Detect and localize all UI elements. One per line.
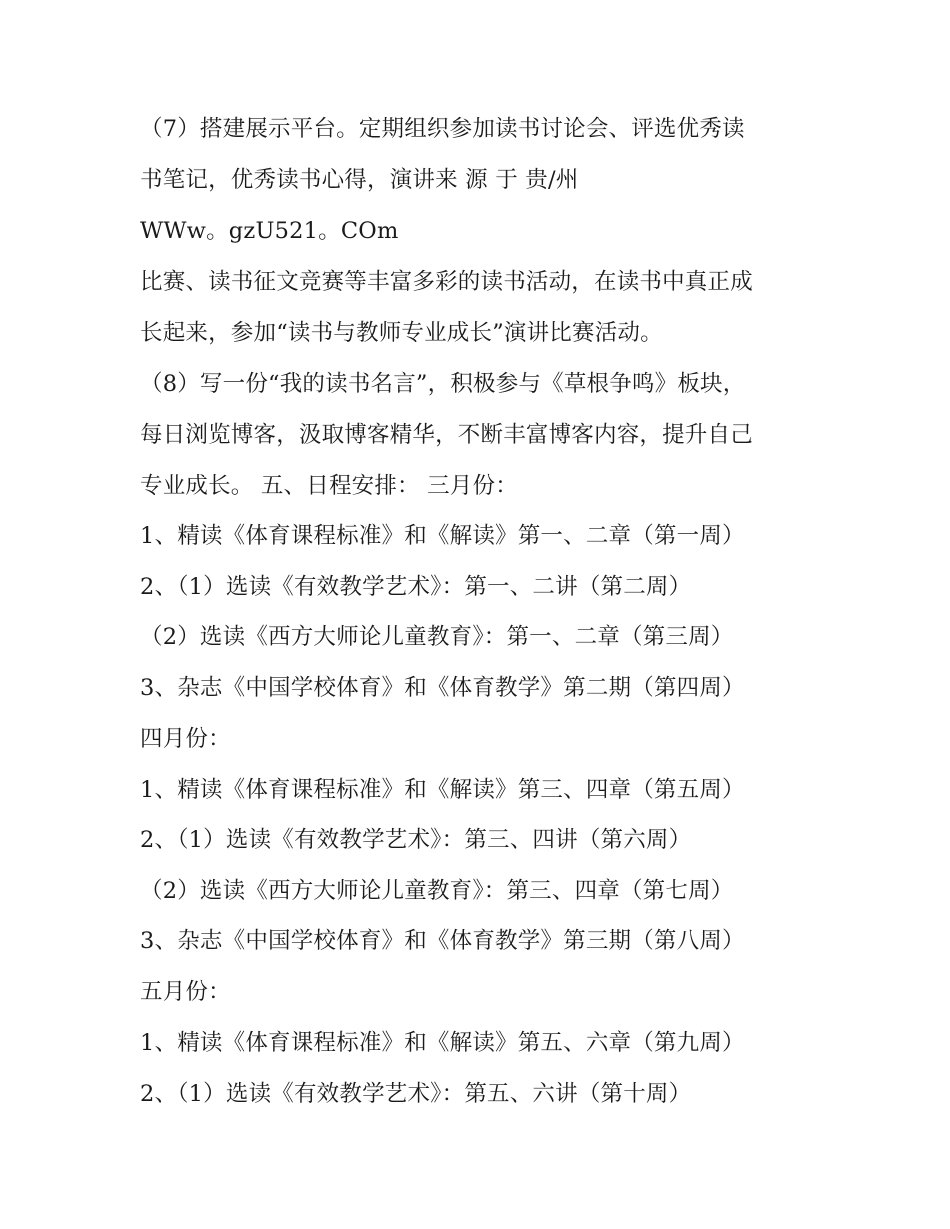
text-line: 2、（1）选读《有效教学艺术》：第五、六讲（第十周） [140,1081,692,1107]
text-line: （8）写一份“我的读书名言”，积极参与《草根争鸣》板块， [140,371,746,397]
text-line: 每日浏览博客，汲取博客精华，不断丰富博客内容，提升自己 [140,422,753,448]
text-line: 2、（1）选读《有效教学艺术》：第三、四讲（第六周） [140,827,692,853]
section-heading: 四月份： [140,726,231,752]
text-line: WWw。gzU521。COm [140,218,399,244]
text-line: （2）选读《西方大师论儿童教育》：第一、二章（第三周） [140,624,734,650]
text-line: 1、精读《体育课程标准》和《解读》第五、六章（第九周） [140,1030,745,1056]
section-heading: 五月份： [140,979,231,1005]
text-line: 3、杂志《中国学校体育》和《体育教学》第三期（第八周） [140,928,745,954]
text-line: （7）搭建展示平台。定期组织参加读书讨论会、评选优秀读 [140,116,745,142]
text-line: 3、杂志《中国学校体育》和《体育教学》第二期（第四周） [140,675,745,701]
text-line: 1、精读《体育课程标准》和《解读》第三、四章（第五周） [140,777,745,803]
text-line: 书笔记，优秀读书心得，演讲来 源 于 贵/州 [140,167,579,193]
text-line: 2、（1）选读《有效教学艺术》：第一、二讲（第二周） [140,574,692,600]
text-line: （2）选读《西方大师论儿童教育》：第三、四章（第七周） [140,878,734,904]
text-line: 1、精读《体育课程标准》和《解读》第一、二章（第一周） [140,523,745,549]
text-line: 长起来，参加“读书与教师专业成长”演讲比赛活动。 [140,320,663,346]
text-line: 专业成长。 五、日程安排： 三月份： [140,473,518,499]
text-line: 比赛、读书征文竞赛等丰富多彩的读书活动，在读书中真正成 [140,269,753,295]
